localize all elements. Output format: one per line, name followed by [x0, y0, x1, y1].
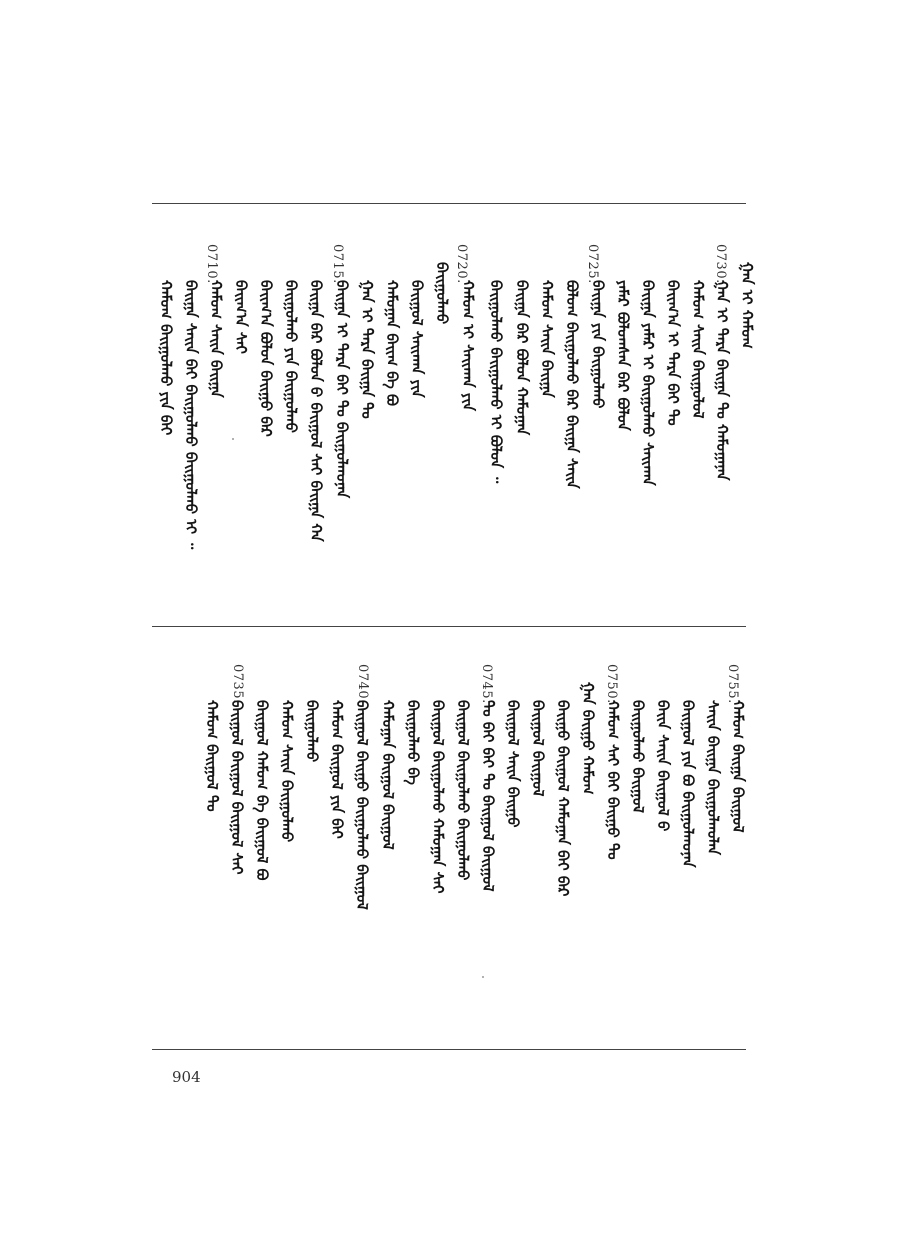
- verse-line: ᠪᠠᠢᠭᠤᠯ ᠪᠠᠢᠭᠤᠯᠬᠤ ᠬᠠᠮᠤᠭᠠᠨ ᠰᠠᠢ: [429, 700, 447, 894]
- verse-line: ᠪᠠᠢᠭᠤᠯ ᠪᠠᠢᠭᠤ ᠪᠠᠢᠭᠤᠯᠬᠤ ᠪᠠᠢᠭᠤᠯ: [353, 700, 371, 910]
- verse-number: 0750.: [604, 664, 619, 704]
- verse-number: 0730.: [713, 244, 728, 284]
- verse-line: ᠪᠠᠢᠭᠠ ᠶᠠᠮᠠᠷ ᠢ ᠪᠠᠢᠭᠤᠯᠬᠤ ᠰᠠᠢᠬᠠᠨ: [639, 280, 657, 486]
- verse-line: ᠪᠠᠢᠭᠤᠯᠬᠤ ᠶᠢᠨ ᠪᠠᠢᠭᠤᠯᠬᠤ: [282, 280, 300, 433]
- verse-line: ᠬᠠᠮᠤᠭ ᠰᠠᠢᠨ ᠪᠠᠢᠭᠤᠯᠬᠤ: [278, 700, 296, 843]
- verse-line: ᠬᠠᠮᠤᠭᠠᠨ ᠪᠠᠢᠭ ᠪᠠ ᠪᠤ: [383, 280, 401, 406]
- verse-line: ᠪᠠᠢᠭᠤᠯ ᠰᠠᠢᠨ ᠪᠠᠢᠭᠤ: [504, 700, 522, 828]
- verse-line: ᠪᠠᠢᠭᠤᠯᠬᠤ: [303, 700, 321, 763]
- verse-line: ᠪᠠᠢᠭᠤᠯᠬᠤ ᠪᠠᠢᠭᠤᠯᠬᠤ ᠢ ᠪᠤᠯᠤᠨ ᠃: [487, 280, 505, 484]
- verse-line: ᠪᠠᠢᠭᠠ ᠶᠢᠨ ᠪᠠᠢᠭᠤᠯᠬᠤ: [589, 280, 607, 409]
- verse-number: 0735.: [230, 664, 245, 704]
- verse-number: 0740.: [355, 664, 370, 704]
- verse-line: ᠪᠠᠢᠭᠠ ᠪᠠᠷ ᠪᠤᠯᠤᠨ ᠪ ᠪᠠᠢᠭᠤᠯ ᠰᠠᠢ ᠪᠠᠢᠭᠠ ᠬᠠ: [307, 280, 325, 542]
- print-speck: [482, 976, 484, 978]
- middle-rule: [152, 626, 746, 627]
- verse-line: ᠪᠠᠢᠭᠤ ᠪᠠᠢᠭᠤᠯ ᠬᠠᠮᠤᠭᠠᠨ ᠪᠠᠢ ᠪᠠᠷ: [554, 700, 572, 897]
- verse-number: 0755.: [725, 664, 740, 704]
- verse-line: ᠰᠠᠢᠨ ᠪᠠᠢᠭᠠ ᠪᠠᠢᠭᠤᠯᠬᠤᠯᠠᠨ: [704, 700, 722, 855]
- verse-line: ᠬᠠᠮᠤᠭ ᠪᠠᠢᠭᠤᠯ ᠲᠤ: [203, 700, 221, 812]
- verse-line: ᠬᠠᠮᠤᠭ ᠪᠠᠢᠭᠠ ᠪᠠᠢᠭᠤᠯ: [729, 700, 747, 833]
- verse-line: ᠪᠠᠢᠭᠠ ᠰᠠᠢᠨ ᠪᠠᠢ ᠪᠠᠢᠭᠤᠯᠬᠤ ᠪᠠᠢᠭᠤᠯᠬᠤ ᠢ ᠃: [182, 280, 200, 550]
- verse-number: 0710.: [204, 244, 219, 284]
- verse-line: ᠭᠠᠨ ᠪᠠᠢᠭᠤ ᠬᠠᠮᠤᠭ: [579, 682, 597, 795]
- verse-line: ᠭᠠᠨ ᠢ ᠲᠡᠷᠡ ᠪᠠᠢᠭᠠ ᠲᠤ: [358, 280, 376, 419]
- verse-line: ᠬᠠᠮᠤᠭ ᠰᠠᠢᠨ ᠪᠠᠢᠭᠠ: [538, 280, 556, 398]
- verse-line: ᠬᠠᠮᠤᠭ ᠪᠠᠢᠭᠤᠯ ᠶᠢᠨ ᠪᠠᠢ: [328, 700, 346, 839]
- verse-number: 0720.: [454, 244, 469, 284]
- verse-number: 0725.: [585, 244, 600, 284]
- verse-line: ᠪᠠᠢᠭᠤᠯ ᠬᠠᠮᠤᠭ ᠪᠠ ᠪᠠᠢᠭᠤᠯ ᠪᠤ: [253, 700, 271, 881]
- verse-line: ᠪᠠᠢᠭᠤᠯᠬᠤ: [433, 262, 451, 325]
- verse-line: ᠬᠠᠮᠤᠭᠠᠨ ᠪᠠᠢᠭᠤᠯ ᠪᠠᠢᠭᠤᠯ: [379, 700, 397, 850]
- verse-line: ᠪᠠᠢᠭ᠎ᠠ ᠰᠠᠢ: [232, 280, 250, 354]
- verse-line: ᠪᠠᠢᠭᠤᠯᠬᠤ ᠪᠠ: [404, 700, 422, 785]
- verse-line: ᠪᠠᠢᠭᠤᠯᠬᠤ ᠪᠠᠢᠭᠤᠯ: [629, 700, 647, 813]
- verse-line: ᠬᠠᠮᠤᠭ ᠰᠠᠢ ᠪᠠᠢ ᠪᠠᠢᠭᠤ ᠲᠤ: [604, 700, 622, 860]
- page-number: 904: [172, 1068, 201, 1086]
- verse-line: ᠪᠠᠢᠭᠤᠯ ᠪᠠᠢᠭᠤᠯ ᠪᠠᠢᠭᠤᠯ ᠰᠠᠢ: [228, 700, 246, 875]
- verse-line: ᠶᠠᠮᠠᠷ ᠪᠤᠯᠤᠭᠰᠠᠨ ᠪᠠᠷ ᠪᠤᠯᠤᠨ: [614, 280, 632, 431]
- verse-line: ᠬᠠᠮᠤᠭ ᠪᠠᠢᠭᠤᠯᠬᠤ ᠶᠢᠨ ᠪᠠᠢ: [157, 280, 175, 436]
- verse-line: ᠪᠠᠢᠭᠠ ᠢ ᠲᠡᠷᠡ ᠪᠠᠢ ᠲᠤ ᠪᠠᠢᠭᠤᠯᠬᠤᠨᠠᠨ: [333, 280, 351, 499]
- verse-number: 0715.: [330, 244, 345, 284]
- print-speck: [232, 438, 234, 440]
- verse-line: ᠪᠠᠢᠭᠤᠯ ᠰᠠᠢᠬᠠᠨ ᠶᠢᠨ: [408, 280, 426, 398]
- top-rule: [152, 203, 746, 204]
- verse-line: ᠬᠠᠮᠤᠭ ᠰᠠᠢᠨ ᠪᠠᠢᠭᠤᠯᠤᠯ: [689, 280, 707, 419]
- verse-line: ᠪᠠᠢᠭᠤᠯ ᠪᠠᠢᠭᠤᠯᠬᠤ ᠪᠠᠢᠭᠤᠯᠬᠤ: [454, 700, 472, 881]
- verse-number: 0745.: [479, 664, 494, 704]
- verse-line: ᠬᠠᠮᠤᠭ ᠢ ᠰᠠᠢᠬᠠᠨ ᠶᠢᠨ: [459, 280, 477, 412]
- verse-line: ᠪᠠᠢᠨ ᠰᠠᠢᠨ ᠪᠠᠢᠭᠤᠯ ᠪ: [654, 700, 672, 832]
- bottom-rule: [152, 1049, 746, 1050]
- verse-line: ᠪᠠᠢᠭ᠎ᠠ ᠪᠤᠯᠤᠨ ᠪᠠᠢᠭᠤ ᠪᠠᠷ: [257, 280, 275, 437]
- verse-line: ᠪᠠᠢᠭ᠎ᠠ ᠢ ᠲᠡᠷᠡ ᠪᠠᠢ ᠲᠤ: [664, 280, 682, 426]
- verse-line: ᠪᠤᠯᠤᠭ ᠪᠠᠢᠭᠤᠯᠬᠤ ᠪᠠᠷ ᠪᠠᠢᠭᠠ ᠰᠠᠢᠨ: [563, 280, 581, 489]
- verse-line: ᠭᠠᠨ ᠢ ᠬᠠᠮᠤᠭ: [738, 262, 756, 349]
- verse-line: ᠲᠤ ᠪᠠᠢ ᠪᠠᠢ ᠲᠤ ᠪᠠᠢᠭᠤᠯ ᠪᠠᠢᠭᠤᠯ: [479, 700, 497, 892]
- verse-line: ᠭᠠᠨ ᠢ ᠲᠡᠷᠡ ᠪᠠᠢᠭᠠ ᠲᠤ ᠬᠠᠮᠤᠭᠠᠨᠠᠨ: [713, 280, 731, 481]
- verse-line: ᠪᠠᠢᠭᠤᠯ ᠪᠠᠢᠭᠤᠯ: [529, 700, 547, 797]
- verse-line: ᠪᠠᠢᠭᠤᠯ ᠶᠢᠨ ᠪᠤ ᠪᠠᠢᠭᠤᠯᠬᠤᠨᠠᠨ: [679, 700, 697, 868]
- verse-line: ᠪᠠᠢᠭᠠ ᠪᠠᠷ ᠪᠤᠯᠤᠨ ᠬᠠᠮᠤᠭᠠᠨ: [513, 280, 531, 436]
- verse-line: ᠬᠠᠮᠤᠭ ᠰᠠᠢᠨ ᠪᠠᠢᠭᠠ: [207, 280, 225, 398]
